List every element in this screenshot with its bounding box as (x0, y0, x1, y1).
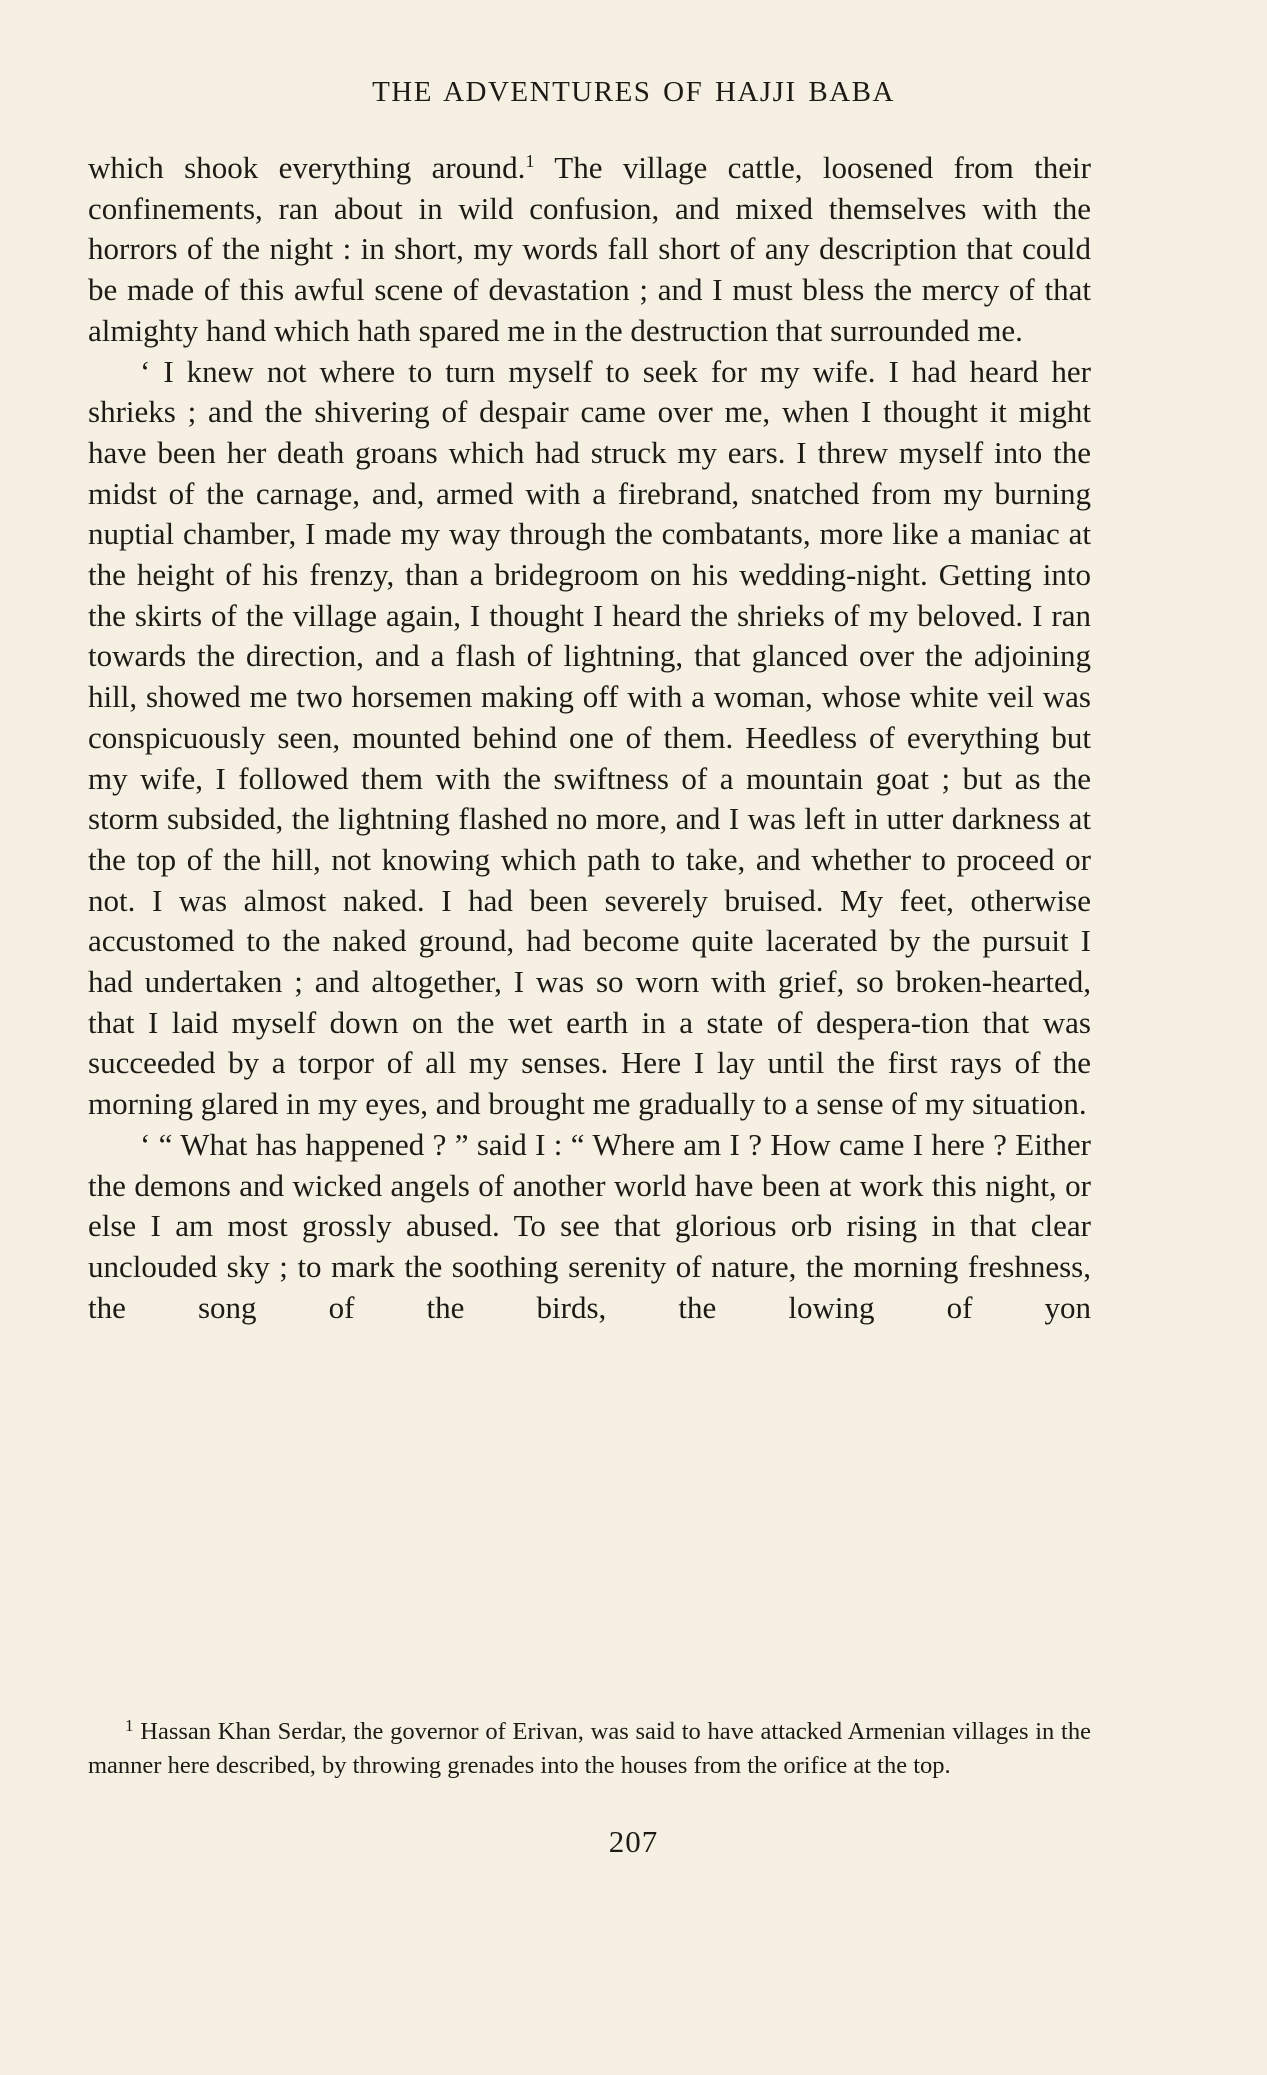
footnote-reference: 1 (525, 151, 535, 171)
paragraph-2: ‘ I knew not where to turn myself to seek for my wife. I had heard her shrieks ; and the shivering of despair came over me, when I thought it might have been her death groans which had struck my ears. I threw myself into the midst of the carnage, and, armed with a firebrand, snatched from my burning nuptial chamber, I made my way through the combatants, more like a maniac at the height of his frenzy, than a bridegroom on his wedding-night. Getting into the skirts of the village again, I thought I heard the shrieks of my beloved. I ran towards the direction, and a flash of lightning, that glanced over the adjoining hill, showed me two horsemen making off with a woman, whose white veil was conspicuously seen, mounted behind one of them. Heedless of everything but my wife, I followed them with the swiftness of a mountain goat ; but as the storm subsided, the lightning flashed no more, and I was left in utter darkness at the top of the hill, not knowing which path to take, and whether to proceed or not. I was almost naked. I had been severely bruised. My feet, otherwise accustomed to the naked ground, had become quite lacerated by the pursuit I had undertaken ; and altogether, I was so worn with grief, so broken-hearted, that I laid myself down on the wet earth in a state of despera-tion that was succeeded by a torpor of all my senses. Here I lay until the first rays of the morning glared in my eyes, and brought me gradually to a sense of my situation. (88, 353, 1091, 1122)
running-head: THE ADVENTURES OF HAJJI BABA (372, 76, 895, 108)
body-text (88, 148, 1091, 1328)
footnote (88, 1715, 1091, 1782)
paragraph-3: ‘ “ What has happened ? ” said I : “ Where am I ? How came I here ? Either the demons and wicked angels of another world have been at work this night, or else I am most grossly abused. To see that glorious orb rising in that clear unclouded sky ; to mark the soothing serenity of nature, the morning freshness, the song of the birds, the lowing of yon (88, 1126, 1091, 1325)
page-number: 207 (608, 1824, 659, 1859)
footnote-text: Hassan Khan Serdar, the governor of Erivan, was said to have attacked Armenian villages in the manner here described, by throwing grenades into the houses from the orifice at the top. (88, 1718, 1091, 1779)
footnote-mark: 1 (125, 1716, 134, 1735)
paragraph-1-text-before-note: which shook everything around. (88, 150, 526, 185)
paragraph-1-text-after-note: The village cattle, loosened from their confinements, ran about in wild confusion, and mixed themselves with the horrors of the night : in short, my words fall short of any description that could be made of this awful scene of devastation ; and I must bless the mercy of that almighty hand which hath spared me in the destruction that surrounded me. (88, 150, 1091, 348)
paragraph-1 (88, 148, 1091, 352)
